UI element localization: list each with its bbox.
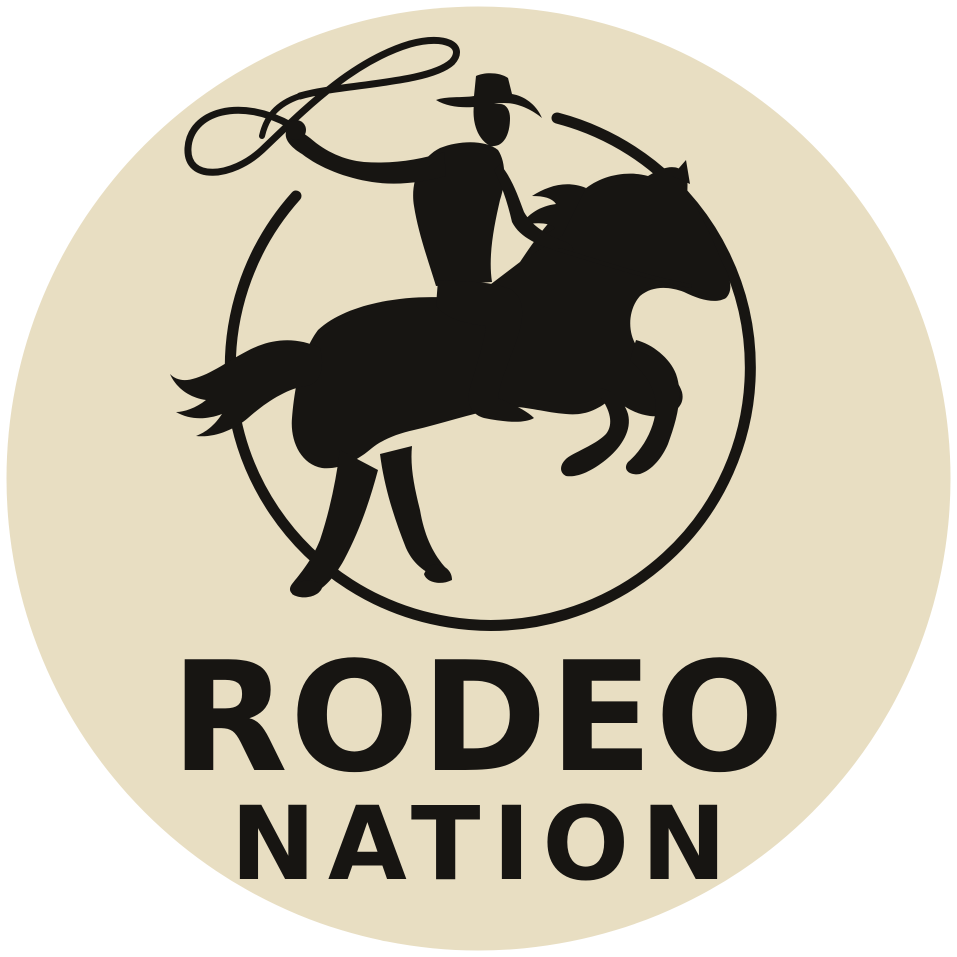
- logo-subtitle: NATION: [230, 785, 739, 904]
- logo-title: RODEO: [170, 629, 787, 806]
